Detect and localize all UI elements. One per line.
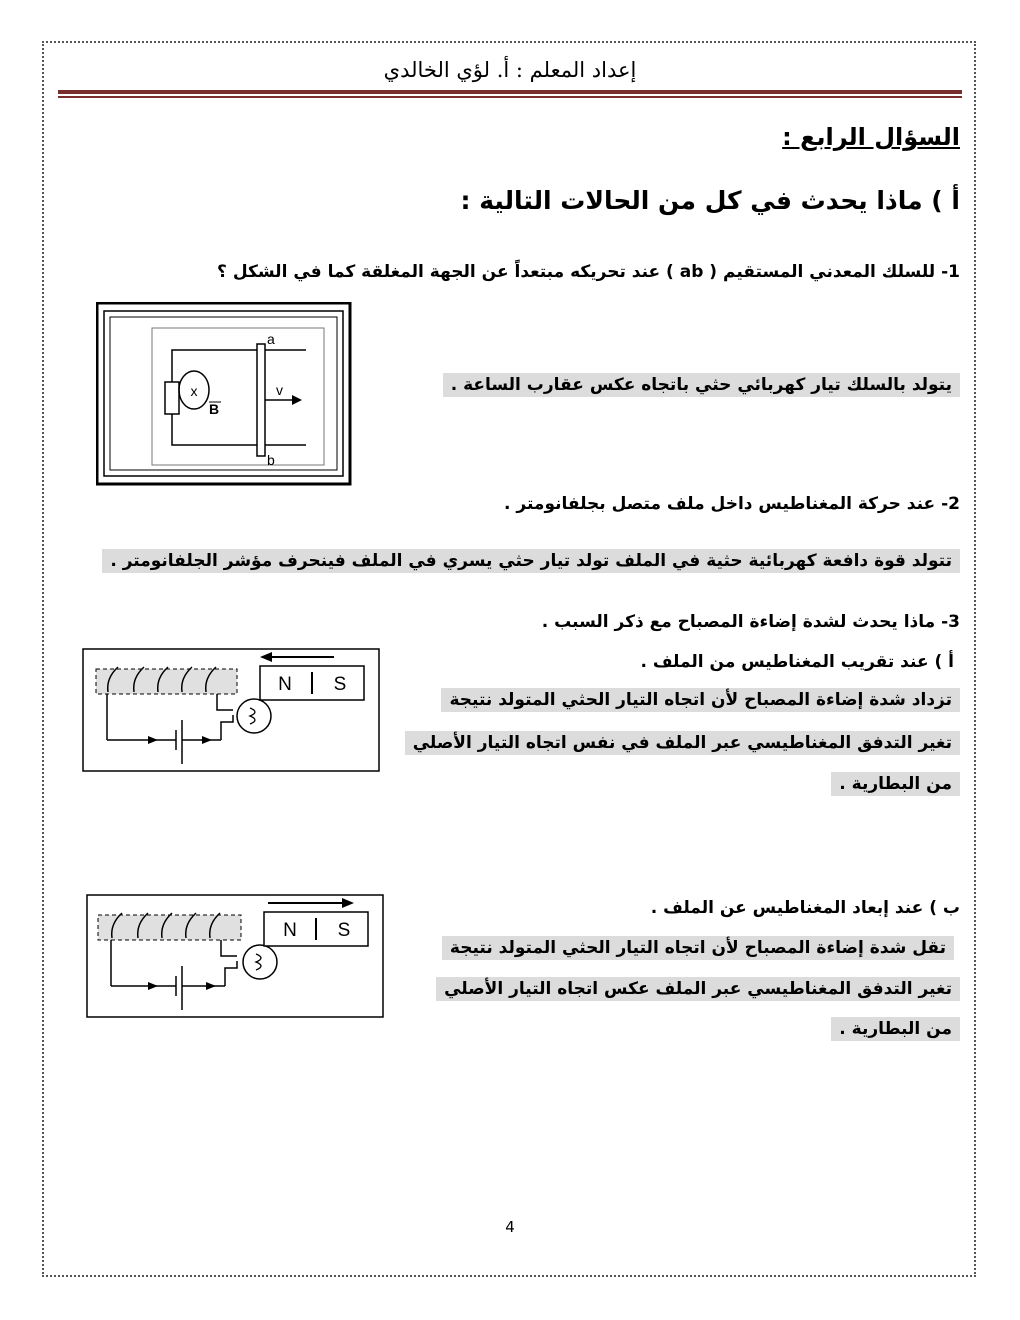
resistor — [165, 382, 179, 414]
item3-text: 3- ماذا يحدث لشدة إضاءة المصباح مع ذكر السبب . — [541, 612, 960, 632]
magnet-north-label: N — [283, 920, 297, 941]
question-title: السؤال الرابع : — [782, 123, 960, 151]
author-header: إعداد المعلم : أ. لؤي الخالدي — [383, 58, 637, 82]
figure-magnet-recede — [86, 894, 384, 1018]
item1-answer: يتولد بالسلك تيار كهربائي حثي باتجاه عكس عقارب الساعة . — [443, 373, 960, 397]
part-b-answer-line-3: من البطارية . — [831, 1017, 960, 1041]
magnet-south-label: S — [333, 674, 347, 695]
velocity-label: v — [276, 382, 283, 398]
part-a-text: أ ) عند تقريب المغناطيس من الملف . — [640, 652, 954, 672]
question-subtitle: أ ) ماذا يحدث في كل من الحالات التالية : — [460, 186, 960, 215]
figure-outer-frame — [97, 303, 350, 484]
wire-label-b: b — [267, 452, 275, 468]
part-a-answer-line-1: تزداد شدة إضاءة المصباح لأن اتجاه التيار الحثي المتولد نتيجة — [441, 688, 960, 712]
item1-text: 1- للسلك المعدني المستقيم ( ab ) عند تحريكه مبتعداً عن الجهة المغلقة كما في الشكل ؟ — [217, 262, 960, 282]
field-x-label: x — [190, 383, 198, 399]
coil-core — [98, 915, 241, 940]
part-a-answer-line-3: من البطارية . — [831, 772, 960, 796]
wire-label-a: a — [267, 331, 275, 347]
page-number: 4 — [505, 1218, 515, 1236]
header-rule — [58, 90, 962, 94]
lamp — [243, 945, 277, 979]
item2-text: 2- عند حركة المغناطيس داخل ملف متصل بجلفانومتر . — [504, 494, 960, 514]
figure-moving-wire — [96, 302, 352, 486]
part-b-answer-line-1: تقل شدة إضاءة المصباح لأن اتجاه التيار الحثي المتولد نتيجة — [442, 936, 954, 960]
part-a-answer-line-2: تغير التدفق المغناطيسي عبر الملف في نفس اتجاه التيار الأصلي — [405, 731, 960, 755]
coil-core — [96, 669, 237, 694]
magnet-north-label: N — [278, 674, 292, 695]
figure-magnet-approach — [82, 648, 380, 772]
lamp — [237, 699, 271, 733]
magnet-south-label: S — [337, 920, 351, 941]
part-b-text: ب ) عند إبعاد المغناطيس عن الملف . — [650, 898, 960, 918]
header-rule-thin — [58, 96, 962, 98]
item2-answer: تتولد قوة دافعة كهربائية حثية في الملف تولد تيار حثي يسري في الملف فينحرف مؤشر الجلفانومتر . — [102, 549, 960, 573]
field-B-label: B — [209, 401, 220, 417]
part-b-answer-line-2: تغير التدفق المغناطيسي عبر الملف عكس اتجاه التيار الأصلي — [436, 977, 960, 1001]
moving-wire-ab — [257, 344, 265, 456]
